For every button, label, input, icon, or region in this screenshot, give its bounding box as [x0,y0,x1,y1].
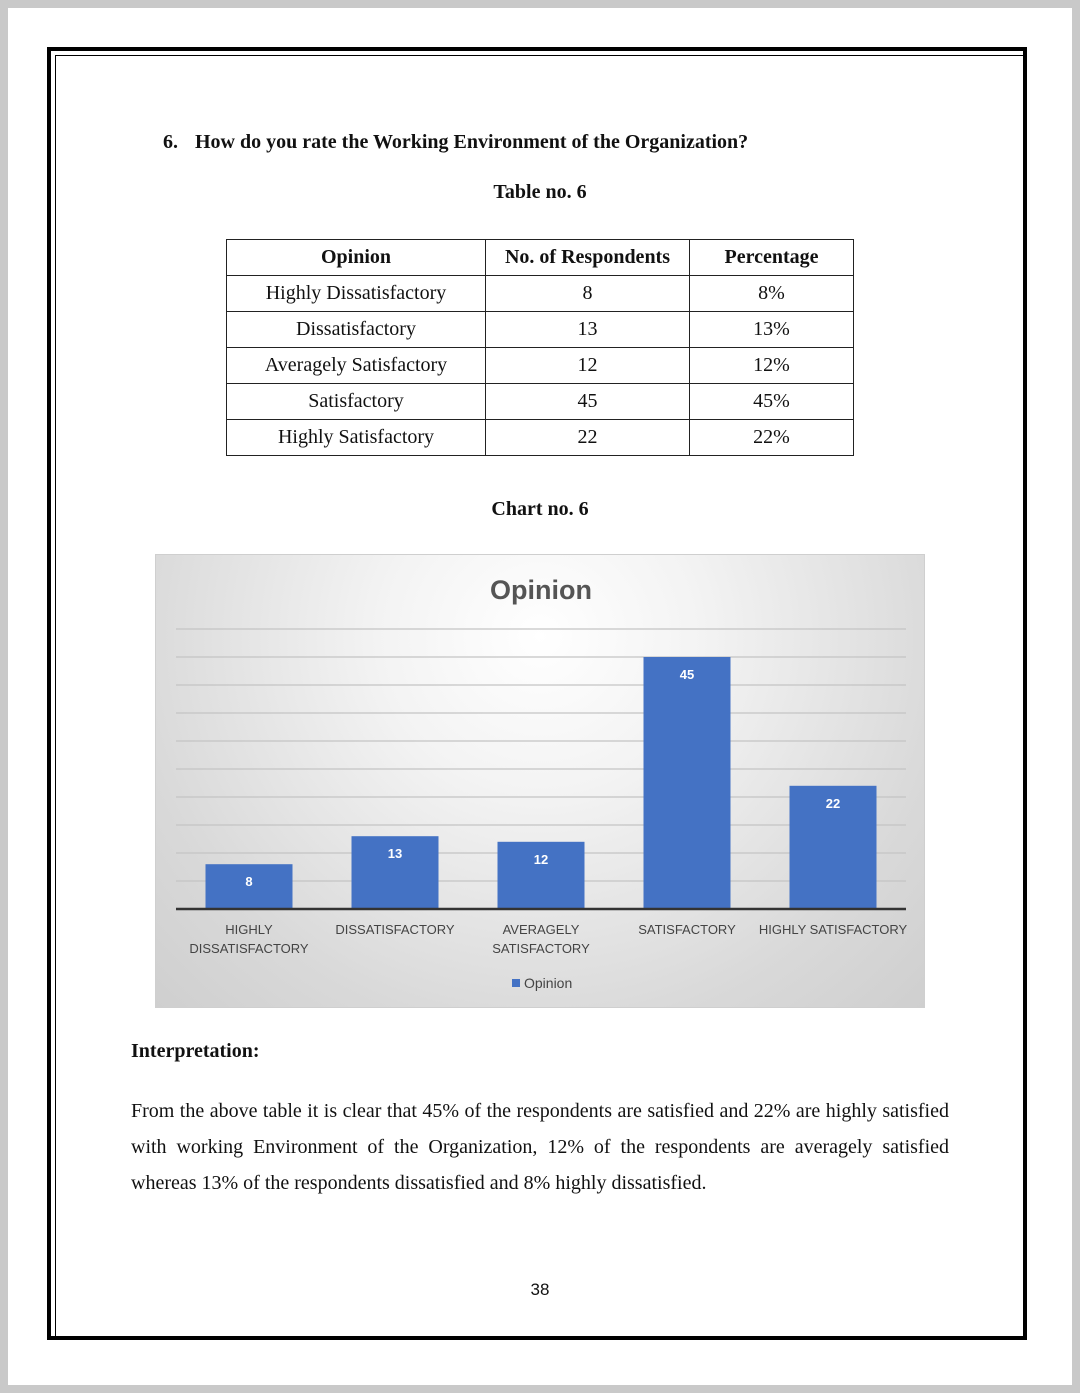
respondents-cell: 45 [486,384,690,420]
data-label: 8 [245,874,253,890]
question-text: How do you rate the Working Environment of the Organization? [195,131,749,153]
table-caption: Table no. 6 [493,181,587,203]
table-header-cell: No. of Respondents [486,240,690,276]
category-label: DISSATISFACTORY [335,922,455,937]
percentage-cell: 8% [690,276,854,312]
table-header-cell: Opinion [227,240,486,276]
chart-title: Opinion [490,575,592,605]
interpretation-text: From the above table it is clear that 45% of the respondents are satisfied and 22% are highly satisfied with working Environment of the Organization, 12% of the respondents are averagely satisfied whereas 13% of the respondents dissatisfied and 8% highly dissatisfied. [131,1100,949,1194]
data-label: 22 [825,795,841,811]
table-row [227,420,854,456]
page-number: 38 [530,1280,550,1299]
table-row [227,384,854,420]
table-header-row [227,240,854,276]
respondents-cell: 22 [486,420,690,456]
opinion-cell: Averagely Satisfactory [227,348,486,384]
bar [644,657,731,909]
bar-chart-svg [156,555,926,1009]
respondents-cell: 13 [486,312,690,348]
table-row [227,312,854,348]
category-label: DISSATISFACTORY [189,941,309,956]
opinion-cell: Highly Dissatisfactory [227,276,486,312]
category-label: SATISFACTORY [492,941,590,956]
respondents-cell: 8 [486,276,690,312]
opinion-cell: Dissatisfactory [227,312,486,348]
opinion-cell: Satisfactory [227,384,486,420]
percentage-cell: 13% [690,312,854,348]
category-label: SATISFACTORY [638,922,736,937]
interpretation-heading: Interpretation: [131,1040,260,1062]
chart-caption: Chart no. 6 [491,498,589,520]
data-label: 12 [533,851,549,867]
bar-chart [155,554,925,1008]
table-row [227,276,854,312]
legend-label: Opinion [524,975,573,991]
respondents-cell: 12 [486,348,690,384]
table-row [227,348,854,384]
question-heading [163,131,923,154]
category-label: HIGHLY [225,922,273,937]
opinion-cell: Highly Satisfactory [227,420,486,456]
category-label: AVERAGELY [502,922,580,937]
data-label: 13 [387,846,403,862]
percentage-cell: 12% [690,348,854,384]
percentage-cell: 22% [690,420,854,456]
category-label: HIGHLY SATISFACTORY [758,922,908,937]
responses-table [226,239,854,456]
table-header-cell: Percentage [690,240,854,276]
legend-swatch [512,979,520,987]
data-label: 45 [679,667,695,682]
question-number: 6. [163,131,178,153]
percentage-cell: 45% [690,384,854,420]
